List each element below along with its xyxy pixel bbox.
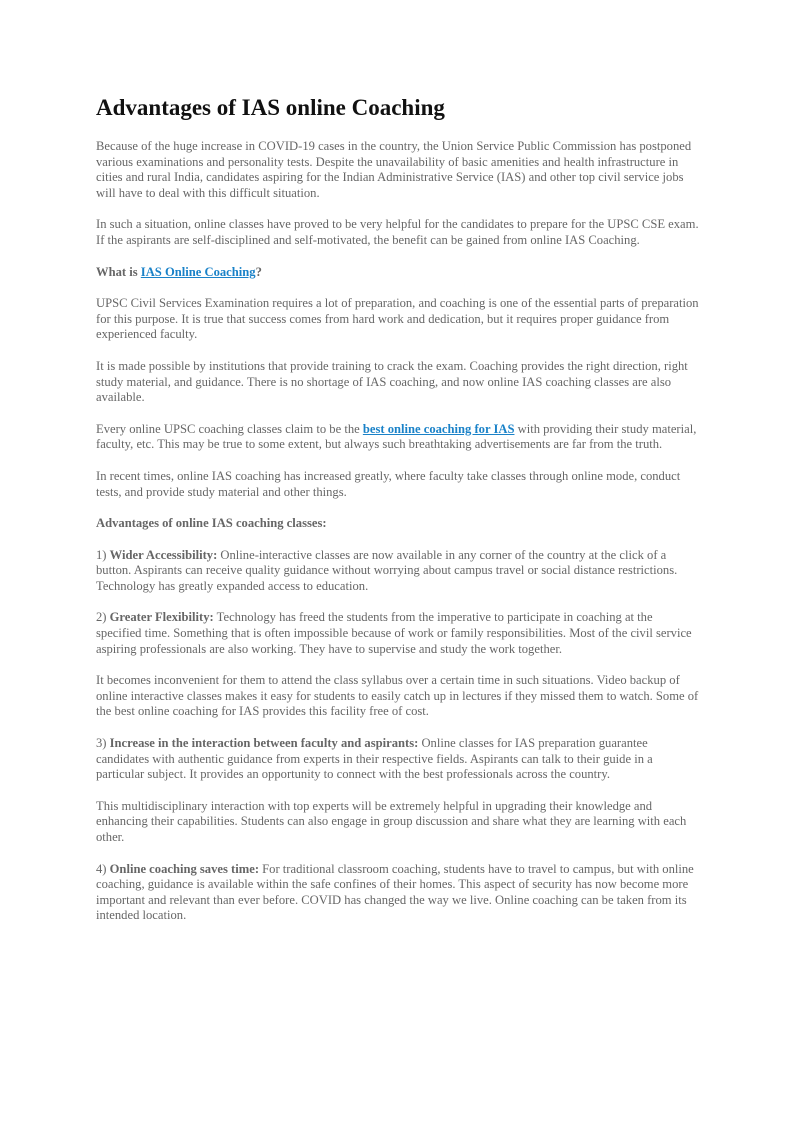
recent-times-paragraph: In recent times, online IAS coaching has increased greatly, where faculty take classes through online mode, conduct tests, and provide study material and other things. <box>96 468 681 499</box>
video-backup-paragraph: It becomes inconvenient for them to attend the class syllabus over a certain time in such situations. Video backup of online interactive classes makes it easy for students to easily catch up in lectures if they missed them to watch. Some of the best online coaching for IAS provides this facility free of cost. <box>96 673 699 719</box>
claims-before: Every online UPSC coaching classes claim to be the <box>96 421 363 436</box>
page-title: Advantages of IAS online Coaching <box>96 95 445 120</box>
advantage-label: Wider Accessibility: <box>109 547 218 562</box>
document-page <box>96 94 700 940</box>
claims-paragraph <box>96 422 700 453</box>
advantage-label: Greater Flexibility: <box>109 610 214 625</box>
claims-after: with providing their study material, faculty, etc. This may be true to some extent, but always such breathtaking advertisements are far from the truth. <box>96 421 697 452</box>
upsc-paragraph: UPSC Civil Services Examination requires a lot of preparation, and coaching is one of the essential parts of preparation for this purpose. It is true that success comes from hard work and dedication, but it requires proper guidance from experienced faculty. <box>96 296 699 342</box>
institutions-paragraph: It is made possible by institutions that provide training to crack the exam. Coaching provides the right direction, right study material, and guidance. There is no shortage of IAS coaching, and now online IAS coaching classes are also available. <box>96 358 688 405</box>
ias-online-coaching-link[interactable]: IAS Online Coaching <box>140 264 256 279</box>
best-online-coaching-link[interactable]: best online coaching for IAS <box>362 421 515 436</box>
advantage-label: Online coaching saves time: <box>109 861 260 876</box>
advantage-item <box>96 548 700 595</box>
multidisciplinary-paragraph: This multidisciplinary interaction with top experts will be extremely helpful in upgrading their knowledge and enhancing their capabilities. Students can also engage in group discussion and share what they are learning with each other. <box>96 798 687 844</box>
advantage-number: 3) <box>96 736 110 751</box>
advantage-number: 2) <box>96 610 110 625</box>
advantage-text: For traditional classroom coaching, students have to travel to campus, but with online coaching, guidance is available within the safe confines of their homes. This aspect of security has now become more important and relevant than ever before. COVID has changed the way we live. Online coaching can be taken from its intended location. <box>96 861 694 923</box>
advantage-text: Online-interactive classes are now available in any corner of the country at the click of a button. Aspirants can receive quality guidance without worrying about campus travel or social distance restrictions. Technology has greatly expanded access to education. <box>96 547 678 593</box>
advantage-item <box>96 736 700 783</box>
online-classes-paragraph: In such a situation, online classes have proved to be very helpful for the candidates to prepare for the UPSC CSE exam. If the aspirants are self-disciplined and self-motivated, the benefit can be gained from online IAS Coaching. <box>96 217 699 247</box>
advantage-label: Increase in the interaction between faculty and aspirants: <box>109 736 419 751</box>
what-is-prefix: What is <box>96 264 141 279</box>
advantage-number: 1) <box>96 547 110 562</box>
intro-paragraph: Because of the huge increase in COVID-19 cases in the country, the Union Service Public Commission has postponed various examinations and personality tests. Despite the unavailability of basic amenities and health infrastructure in cities and rural India, candidates aspiring for the Indian Administrative Service (IAS) and other top civil service jobs will have to deal with this difficult situation. <box>96 139 692 200</box>
advantage-text: Online classes for IAS preparation guarantee candidates with authentic guidance from experts in their respective fields. Aspirants can talk to their guide in a particular subject. It provides an opportunity to connect with the best professionals across the country. <box>96 736 653 782</box>
advantage-item <box>96 862 700 924</box>
advantages-heading: Advantages of online IAS coaching classes: <box>96 516 327 531</box>
advantage-number: 4) <box>96 861 110 876</box>
what-is-heading <box>96 265 700 281</box>
advantage-text: Technology has freed the students from the imperative to participate in coaching at the specified time. Something that is often impossible because of work or family responsibilities. Most of the civil service aspiring professionals are also working. They have to supervise and study the work together. <box>96 610 692 656</box>
what-is-suffix: ? <box>255 264 262 279</box>
advantage-item <box>96 610 700 657</box>
